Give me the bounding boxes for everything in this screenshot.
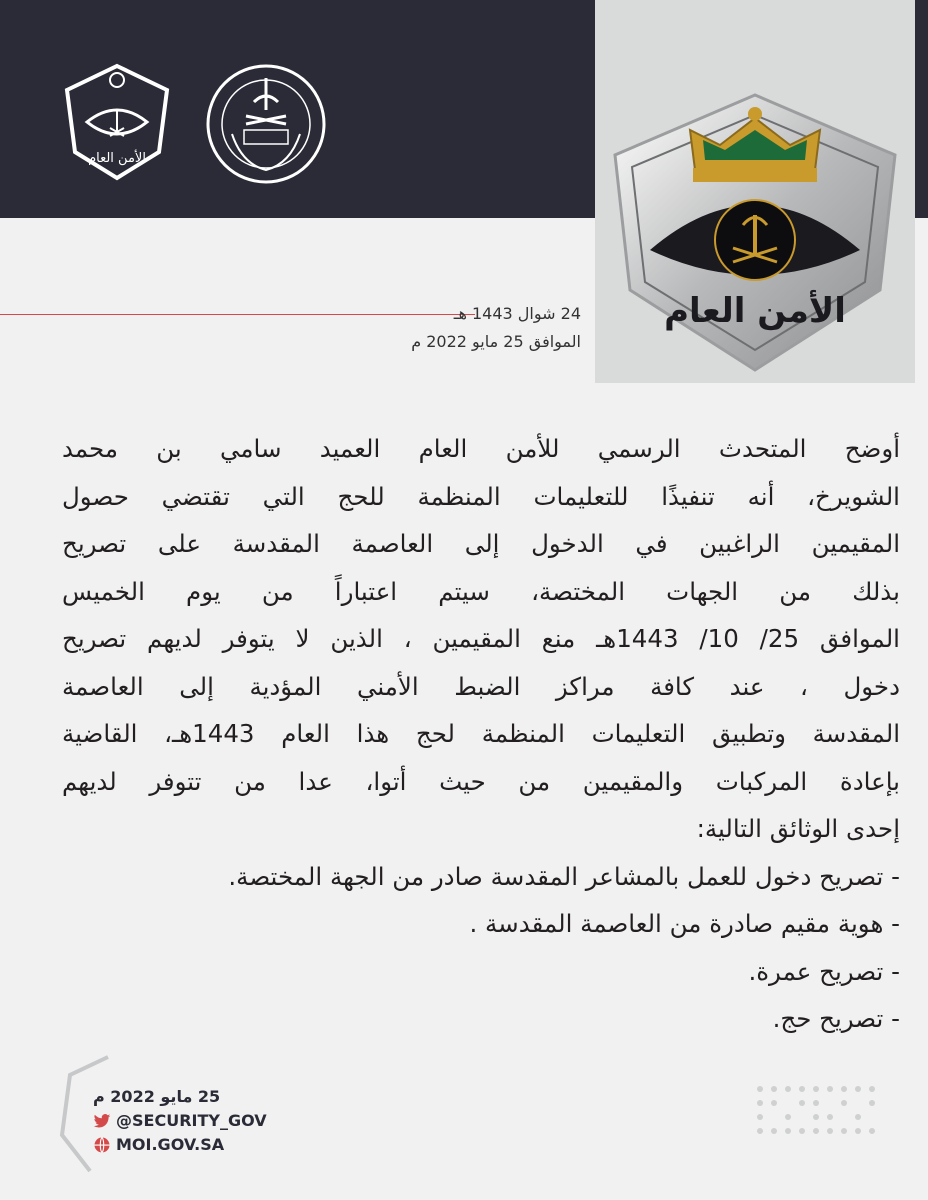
statement-body (62, 425, 900, 1043)
document-list-item: - تصريح دخول للعمل بالمشاعر المقدسة صادر من الجهة المختصة. (228, 861, 900, 891)
footer (93, 1085, 267, 1157)
twitter-handle: @SECURITY_GOV (116, 1111, 267, 1130)
globe-icon (93, 1136, 111, 1154)
shield-logo-text: الأمن العام (88, 151, 146, 166)
vision-shield-icon (595, 0, 915, 383)
website-url: MOI.GOV.SA (116, 1135, 225, 1154)
emblem-panel (595, 0, 915, 383)
footer-date: 25 مايو 2022 م (93, 1087, 221, 1106)
hijri-date: 24 شوال 1443 هـ (453, 304, 581, 323)
shield-title-text: الأمن العام (664, 291, 846, 331)
statement-line: أوضح المتحدث الرسمي للأمن العام العميد سامي بن محمد (62, 434, 900, 463)
statement-line: المقيمين الراغبين في الدخول إلى العاصمة المقدسة على تصريح (62, 529, 900, 558)
decorative-dots-pattern (752, 1083, 882, 1143)
statement-line: إحدى الوثائق التالية: (696, 814, 900, 843)
statement-line: الموافق 25/ 10/ 1443هـ منع المقيمين ، الذين لا يتوفر لديهم تصريح (62, 624, 900, 653)
statement-line: دخول ، عند كافة مراكز الضبط الأمني المؤدية إلى العاصمة (62, 671, 900, 701)
shield-emblem-icon (55, 60, 180, 185)
twitter-icon (93, 1112, 111, 1130)
moi-emblem-icon (202, 60, 330, 188)
statement-line: المقدسة وتطبيق التعليمات المنظمة لحج هذا العام 1443هـ، القاضية (62, 719, 900, 748)
statement-line: بذلك من الجهات المختصة، سيتم اعتباراً من يوم الخميس (62, 576, 900, 606)
twitter-link[interactable] (93, 1109, 267, 1133)
document-list-item: - هوية مقيم صادرة من العاصمة المقدسة . (469, 909, 900, 938)
date-divider (0, 314, 475, 315)
statement-line: الشويرخ، أنه تنفيذًا للتعليمات المنظمة للحج التي تقتضي حصول (62, 481, 900, 511)
website-link[interactable] (93, 1133, 267, 1157)
document-list-item: - تصريح عمرة. (748, 956, 900, 986)
gregorian-date: الموافق 25 مايو 2022 م (411, 332, 581, 351)
statement-line: بإعادة المركبات والمقيمين من حيث أتوا، عدا من تتوفر لديهم (62, 766, 900, 796)
document-list-item: - تصريح حج. (772, 1004, 900, 1033)
date-block (411, 300, 581, 356)
